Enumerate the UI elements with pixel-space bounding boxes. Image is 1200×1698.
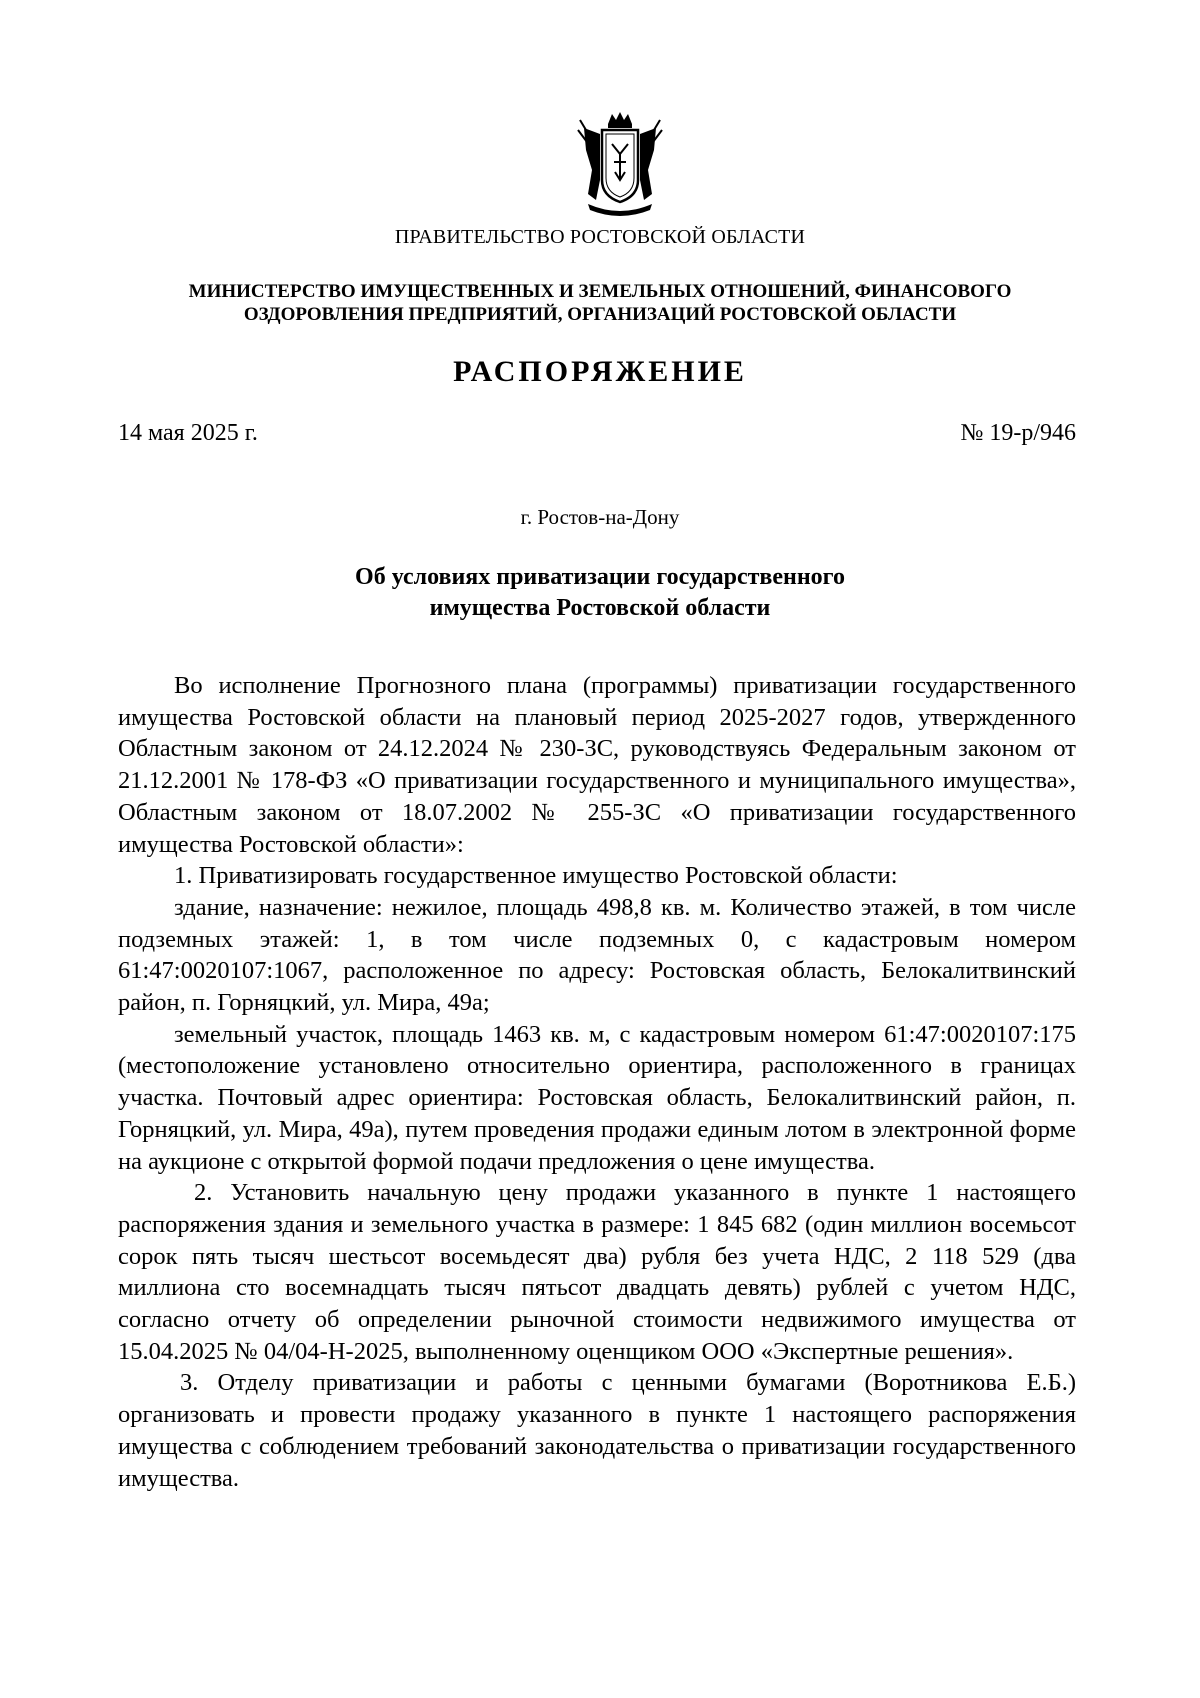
document-body (118, 670, 1076, 1494)
document-date: 14 мая 2025 г. (118, 420, 258, 446)
document-subject-line1: Об условиях приватизации государственного (355, 564, 845, 590)
paragraph-item-3: 3. Отделу приватизации и работы с ценными бумагами (Воротникова Е.Б.) организовать и провести продажу указанного в пункте 1 настоящего распоряжения имущества с соблюдением требований законодательства о приватизации государственного имущества. (118, 1369, 1076, 1492)
paragraph-building: здание, назначение: нежилое, площадь 498,8 кв. м. Количество этажей, в том числе подземных этажей: 1, в том числе подземных 0, с кадастровым номером 61:47:0020107:1067, расположенное по адресу: Ростовская область, Белокалитвинский район, п. Горняцкий, ул. Мира, 49а; (118, 893, 1076, 1017)
document-subject-line2: имущества Ростовской области (429, 595, 771, 621)
document-number: № 19-р/946 (960, 420, 1076, 446)
paragraph-preamble: Во исполнение Прогнозного плана (программы) приватизации государственного имущества Ростовской области на плановый период 2025-2027 годов, утвержденного Областным законом от 24.12.2024 № 230-ЗС, руководствуясь Федеральным законом от 21.12.2001 № 178-ФЗ «О приватизации государственного и муниципального имущества», Областным законом от 18.07.2002 № 255-ЗС «О приватизации государственного имущества Ростовской области»: (118, 672, 1076, 858)
government-name: ПРАВИТЕЛЬСТВО РОСТОВСКОЙ ОБЛАСТИ (394, 226, 806, 248)
paragraph-land-plot: земельный участок, площадь 1463 кв. м, с кадастровым номером 61:47:0020107:175 (местоположение установлено относительно ориентира, расположенного в границах участка. Почтовый адрес ориентира: Ростовская область, Белокалитвинский район, п. Горняцкий, ул. Мира, 49а), путем проведения продажи единым лотом в электронной форме на аукционе с открытой формой подачи предложения о цене имущества. (118, 1020, 1076, 1175)
document-subject (200, 562, 1000, 624)
coat-of-arms-icon (570, 110, 670, 220)
ministry-name (120, 280, 1080, 326)
paragraph-item-1: 1. Приватизировать государственное имущество Ростовской области: (174, 862, 898, 890)
paragraph-item-2: 2. Установить начальную цену продажи указанного в пункте 1 настоящего распоряжения здания и земельного участка в размере: 1 845 682 (один миллион восемьсот сорок пять тысяч шестьсот восемьдесят два) рубля без учета НДС, 2 118 529 (два миллиона сто восемнадцать тысяч пятьсот двадцать девять) рублей с учетом НДС, согласно отчету об определении рыночной стоимости недвижимого имущества от 15.04.2025 № 04/04-Н-2025, выполненному оценщиком ООО «Экспертные решения». (118, 1179, 1076, 1365)
document-city: г. Ростов-на-Дону (520, 505, 680, 529)
document-type: РАСПОРЯЖЕНИЕ (453, 355, 747, 388)
ministry-name-line1: МИНИСТЕРСТВО ИМУЩЕСТВЕННЫХ И ЗЕМЕЛЬНЫХ ОТНОШЕНИЙ, ФИНАНСОВОГО (188, 281, 1012, 302)
ministry-name-line2: ОЗДОРОВЛЕНИЯ ПРЕДПРИЯТИЙ, ОРГАНИЗАЦИЙ РОСТОВСКОЙ ОБЛАСТИ (243, 304, 957, 325)
